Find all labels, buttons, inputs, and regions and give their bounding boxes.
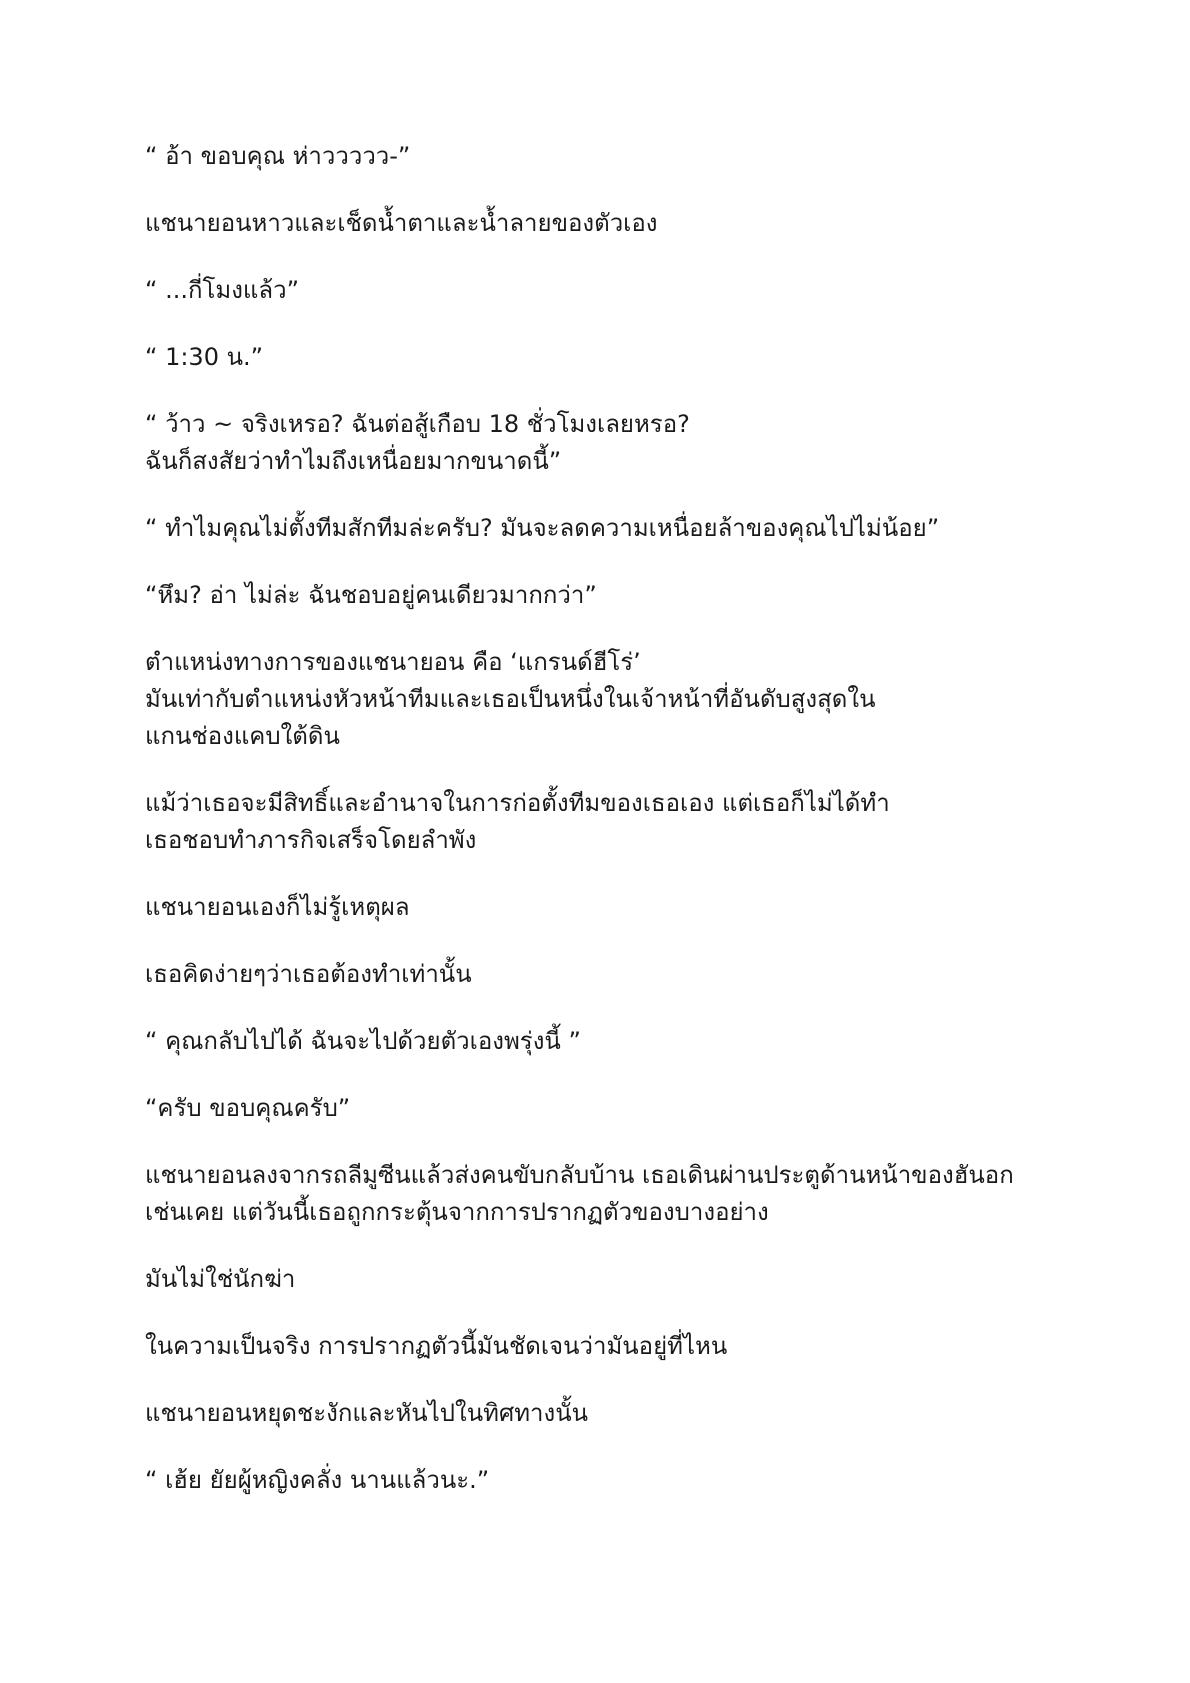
paragraph-7: “หึม? อ่า ไม่ล่ะ ฉันชอบอยู่คนเดียวมากกว่า” (145, 581, 597, 609)
paragraph-18: “ เฮ้ย ยัยผู้หญิงคลั่ง นานแล้วนะ.” (145, 1466, 490, 1494)
paragraph-5: “ ว้าว ~ จริงเหรอ? ฉันต่อสู้เกือบ 18 ชั่วโมงเลยหรอ? ฉันก็สงสัยว่าทำไมถึงเหนื่อยมากขนาดนี้” (145, 410, 690, 475)
paragraph-6: “ ทำไมคุณไม่ตั้งทีมสักทีมล่ะครับ? มันจะลดความเหนื่อยล้าของคุณไปไม่น้อย” (145, 514, 940, 542)
paragraph-12: “ คุณกลับไปได้ ฉันจะไปด้วยตัวเองพรุ่งนี้ ” (145, 1027, 581, 1055)
paragraph-11: เธอคิดง่ายๆว่าเธอต้องทำเท่านั้น (145, 960, 472, 988)
paragraph-14: แชนายอนลงจากรถลีมูซีนแล้วส่งคนขับกลับบ้าน เธอเดินผ่านประตูด้านหน้าของฮันอก เช่นเคย แต่วันนี้เธอถูกกระตุ้นจากการปรากฏตัวของบางอย่าง (145, 1161, 1014, 1226)
paragraph-13: “ครับ ขอบคุณครับ” (145, 1094, 351, 1122)
paragraph-1: “ อ้า ขอบคุณ ห่าววววว-” (145, 142, 411, 170)
paragraph-16: ในความเป็นจริง การปรากฏตัวนี้มันชัดเจนว่ามันอยู่ที่ไหน (145, 1332, 728, 1360)
paragraph-3: “ ...กี่โมงแล้ว” (145, 276, 299, 304)
paragraph-2: แชนายอนหาวและเช็ดน้ำตาและน้ำลายของตัวเอง (145, 209, 658, 237)
paragraph-4: “ 1:30 น.” (145, 343, 264, 371)
paragraph-10: แชนายอนเองก็ไม่รู้เหตุผล (145, 893, 410, 921)
paragraph-8: ตำแหน่งทางการของแชนายอน คือ ‘แกรนด์ฮีโร่’ มันเท่ากับตำแหน่งหัวหน้าทีมและเธอเป็นหนึ่งในเจ้าหน้าที่อันดับสูงสุดใน แกนช่องแคบใต้ดิน (145, 648, 876, 750)
document-page (145, 138, 1075, 1529)
paragraph-17: แชนายอนหยุดชะงักและหันไปในทิศทางนั้น (145, 1399, 589, 1427)
paragraph-15: มันไม่ใช่นักฆ่า (145, 1265, 296, 1293)
paragraph-9: แม้ว่าเธอจะมีสิทธิ์และอำนาจในการก่อตั้งทีมของเธอเอง แต่เธอก็ไม่ได้ทำ เธอชอบทำภารกิจเสร็จโดยลำพัง (145, 789, 890, 854)
